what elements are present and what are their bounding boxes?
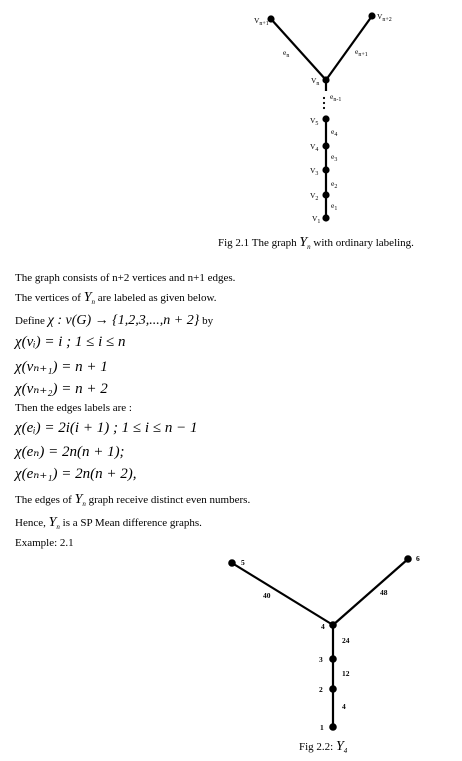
ellipsis-dot [323,102,325,104]
paragraph-define [15,313,213,329]
edge-eq-1: χ(eᵢ) = 2i(i + 1) ; 1 ≤ i ≤ n − 1 [15,420,198,436]
define-suffix: by [202,315,214,327]
caption-symbol: Y [299,235,308,250]
vertex-v1 [322,214,329,221]
caption-prefix: Fig 2.1 The graph [218,237,297,249]
symbol-sub: n [82,500,86,509]
vertex-3 [329,655,337,663]
vertex-1 [329,723,337,731]
vertex-v3 [322,166,329,173]
text-prefix: Hence, [15,517,46,529]
caption-prefix: Fig 2.2: [299,741,334,753]
symbol-y: Y [83,290,92,305]
edge-eq-3: χ(eₙ₊₁) = 2n(n + 2), [15,466,137,482]
label-e2: $e_2$ [331,179,338,190]
label-v3: $V_3$ [310,166,319,177]
label-v2: $V_2$ [310,191,319,202]
text-suffix: graph receive distinct even numbers. [88,494,251,506]
vertex-6 [404,555,412,563]
label-edge-12: 12 [342,669,350,678]
label-e-n-plus-1: $e_{n+1}$ [355,47,368,58]
vertex-v4 [322,142,329,149]
label-e1: $e_1$ [331,201,338,212]
label-v-n: $V_n$ [311,76,320,87]
vertex-v2 [322,191,329,198]
figure-2-2 [232,559,408,727]
figure-2-1-caption [218,235,414,251]
label-v1: $V_1$ [312,214,321,225]
paragraph-vertices-edges: The graph consists of n+2 vertices and n+1 edges. [15,272,236,284]
figure-2-1-vertices [267,12,375,221]
label-edge-48: 48 [380,588,388,597]
symbol-y: Y [74,492,83,507]
edge-right-arm [333,559,408,625]
define-prefix: Define [15,315,45,327]
edge-left-arm [232,563,333,625]
label-e-n: $e_n$ [283,48,290,59]
figure-2-2-vertex-labels [241,554,420,732]
symbol-y: Y [48,515,57,530]
label-v-n-plus-1: $V_{n+1}$ [254,16,269,27]
label-v4: $V_4$ [310,142,319,153]
vertex-v5 [322,115,329,122]
vertex-2 [329,685,337,693]
caption-sub: 4 [343,747,348,756]
label-v-n-plus-2: $V_{n+2}$ [377,12,392,23]
label-edge-40: 40 [263,591,271,600]
vertex-v-n [322,76,329,83]
vertex-5 [228,559,236,567]
label-v5: $V_5$ [310,116,319,127]
define-map: χ : v(G) → {1,2,3,...,n + 2} [47,313,200,328]
example-heading: Example: 2.1 [15,537,74,549]
vertex-eq-1: χ(vᵢ) = i ; 1 ≤ i ≤ n [15,334,126,350]
caption-suffix: with ordinary labeling. [313,237,414,249]
paragraph-edges-distinct [15,492,250,508]
label-e-n-minus-1: $e_{n-1}$ [330,92,342,103]
text-suffix: are labeled as given below. [97,292,217,304]
edge-e-n-plus-1 [326,16,372,80]
label-edge-4: 4 [342,702,346,711]
caption-symbol: Y [335,739,344,754]
label-e3: $e_3$ [331,152,338,163]
symbol-sub: n [91,298,96,307]
text-suffix: is a SP Mean difference graphs. [62,517,202,529]
paragraph-vertex-labeling [15,290,216,306]
label-vertex-1: 1 [320,723,324,732]
text-prefix: The edges of [15,494,72,506]
caption-sub: n [307,243,311,252]
figure-2-2-edge-labels [263,588,388,711]
edges-intro: Then the edges labels are : [15,402,132,414]
text-prefix: The vertices of [15,292,81,304]
label-vertex-5: 5 [241,558,245,567]
label-vertex-4: 4 [321,622,325,631]
label-e4: $e_4$ [331,127,338,138]
label-vertex-6: 6 [416,554,420,563]
vertex-eq-2: χ(vₙ₊₁) = n + 1 [15,359,108,375]
symbol-sub: n [56,523,60,532]
paragraph-hence [15,515,202,531]
label-vertex-3: 3 [319,655,323,664]
vertex-v-n-plus-2 [368,12,375,19]
figure-2-2-vertices [228,555,412,731]
label-vertex-2: 2 [319,685,323,694]
edge-eq-2: χ(eₙ) = 2n(n + 1); [15,444,125,460]
ellipsis-dot [323,107,325,109]
edge-e-n [271,19,326,80]
vertex-eq-3: χ(vₙ₊₂) = n + 2 [15,381,108,397]
vertex-4 [329,621,337,629]
ellipsis-dot [323,97,325,99]
figure-2-2-caption [299,739,347,755]
label-edge-24: 24 [342,636,350,645]
